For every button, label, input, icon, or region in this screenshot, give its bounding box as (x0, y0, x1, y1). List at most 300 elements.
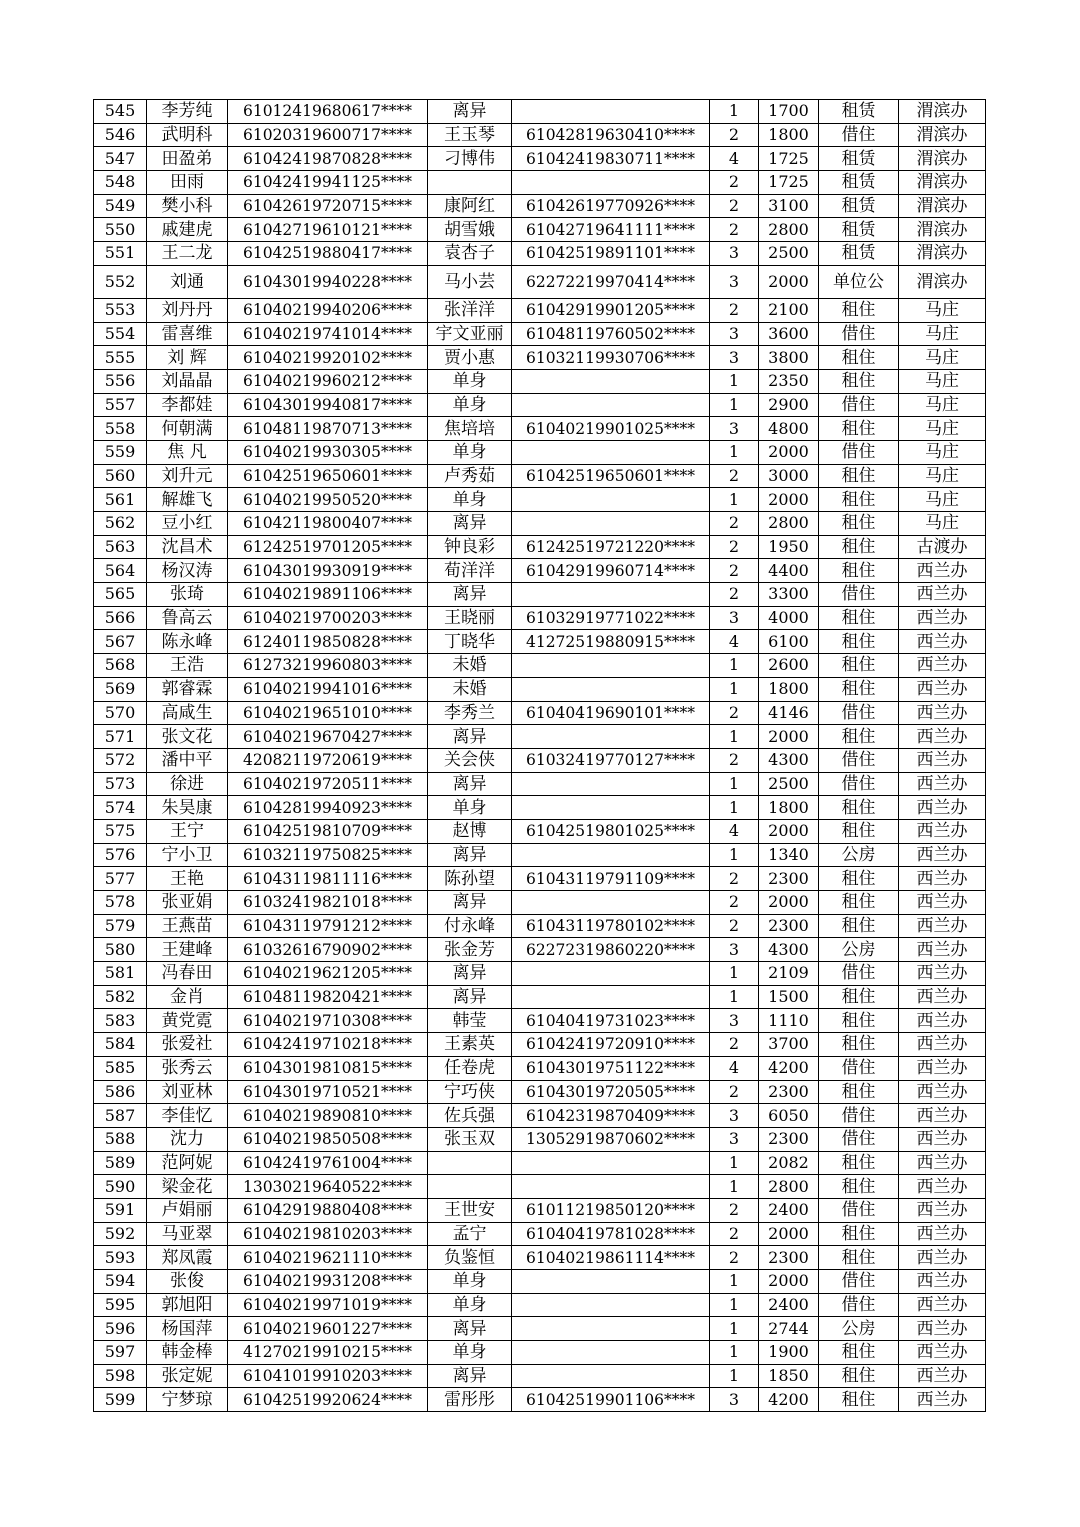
cell-spouse-id: 61042519901106**** (512, 1388, 710, 1412)
table-row (94, 867, 986, 891)
cell-applicant-name: 张秀云 (147, 1056, 228, 1080)
cell-household-size: 2 (710, 867, 759, 891)
cell-household-size: 2 (710, 512, 759, 536)
cell-row-number: 571 (94, 725, 147, 749)
cell-housing-type: 租赁 (819, 171, 899, 195)
cell-housing-type: 租住 (819, 914, 899, 938)
cell-housing-type: 租住 (819, 796, 899, 820)
cell-district: 马庄 (899, 417, 986, 441)
table-row (94, 630, 986, 654)
cell-household-size: 4 (710, 147, 759, 171)
table-row (94, 1270, 986, 1294)
cell-rent-amount: 6100 (759, 630, 819, 654)
cell-applicant-id: 61040219621205**** (228, 962, 428, 986)
cell-rent-amount: 3300 (759, 583, 819, 607)
cell-rent-amount: 2000 (759, 440, 819, 464)
table-row (94, 265, 986, 298)
cell-district: 西兰办 (899, 1222, 986, 1246)
cell-household-size: 2 (710, 171, 759, 195)
cell-row-number: 549 (94, 194, 147, 218)
cell-household-size: 1 (710, 843, 759, 867)
cell-spouse-name: 荀洋洋 (428, 559, 512, 583)
cell-applicant-id: 61012419680617**** (228, 100, 428, 124)
cell-applicant-id: 61040219890810**** (228, 1104, 428, 1128)
cell-household-size: 3 (710, 417, 759, 441)
cell-housing-type: 租住 (819, 488, 899, 512)
cell-housing-type: 租住 (819, 819, 899, 843)
cell-housing-type: 公房 (819, 938, 899, 962)
cell-spouse-id (512, 1270, 710, 1294)
table-row (94, 654, 986, 678)
cell-spouse-id: 61042719641111**** (512, 218, 710, 242)
table-row (94, 1151, 986, 1175)
cell-district: 西兰办 (899, 772, 986, 796)
cell-applicant-id: 61042719610121**** (228, 218, 428, 242)
cell-applicant-id: 61040219601227**** (228, 1317, 428, 1341)
table-row (94, 417, 986, 441)
cell-applicant-id: 61032419821018**** (228, 891, 428, 915)
cell-rent-amount: 3600 (759, 322, 819, 346)
cell-rent-amount: 1900 (759, 1341, 819, 1365)
cell-applicant-name: 李佳忆 (147, 1104, 228, 1128)
cell-applicant-name: 张俊 (147, 1270, 228, 1294)
cell-rent-amount: 2000 (759, 265, 819, 298)
table-row (94, 819, 986, 843)
cell-row-number: 574 (94, 796, 147, 820)
cell-applicant-name: 解雄飞 (147, 488, 228, 512)
cell-district: 西兰办 (899, 938, 986, 962)
cell-district: 西兰办 (899, 1104, 986, 1128)
cell-applicant-id: 61040219931208**** (228, 1270, 428, 1294)
cell-applicant-name: 朱昊康 (147, 796, 228, 820)
cell-rent-amount: 2400 (759, 1293, 819, 1317)
cell-spouse-name: 离异 (428, 725, 512, 749)
cell-spouse-name (428, 1151, 512, 1175)
cell-spouse-id (512, 100, 710, 124)
cell-housing-type: 租住 (819, 1175, 899, 1199)
table-row (94, 796, 986, 820)
cell-applicant-id: 61042819940923**** (228, 796, 428, 820)
cell-rent-amount: 4300 (759, 938, 819, 962)
table-row (94, 171, 986, 195)
cell-row-number: 590 (94, 1175, 147, 1199)
table-row (94, 194, 986, 218)
cell-household-size: 1 (710, 1175, 759, 1199)
cell-district: 马庄 (899, 440, 986, 464)
cell-household-size: 3 (710, 265, 759, 298)
cell-applicant-name: 田盈弟 (147, 147, 228, 171)
cell-district: 渭滨办 (899, 147, 986, 171)
cell-applicant-name: 王浩 (147, 654, 228, 678)
cell-rent-amount: 1800 (759, 123, 819, 147)
cell-district: 西兰办 (899, 914, 986, 938)
cell-row-number: 546 (94, 123, 147, 147)
cell-spouse-id (512, 677, 710, 701)
cell-spouse-name: 单身 (428, 1293, 512, 1317)
cell-applicant-id: 61040219940206**** (228, 298, 428, 322)
cell-district: 马庄 (899, 298, 986, 322)
cell-housing-type: 租住 (819, 985, 899, 1009)
cell-row-number: 553 (94, 298, 147, 322)
table-row (94, 440, 986, 464)
cell-district: 马庄 (899, 346, 986, 370)
cell-household-size: 2 (710, 1246, 759, 1270)
cell-spouse-name (428, 1175, 512, 1199)
cell-housing-type: 租住 (819, 559, 899, 583)
table-row (94, 748, 986, 772)
cell-housing-type: 租住 (819, 1388, 899, 1412)
cell-row-number: 591 (94, 1198, 147, 1222)
cell-applicant-id: 61042519650601**** (228, 464, 428, 488)
cell-row-number: 595 (94, 1293, 147, 1317)
cell-housing-type: 租赁 (819, 242, 899, 266)
cell-rent-amount: 2300 (759, 1246, 819, 1270)
cell-applicant-id: 61273219960803**** (228, 654, 428, 678)
cell-applicant-name: 张琦 (147, 583, 228, 607)
cell-household-size: 4 (710, 819, 759, 843)
table-row (94, 1246, 986, 1270)
cell-applicant-id: 61040219920102**** (228, 346, 428, 370)
cell-spouse-id (512, 393, 710, 417)
cell-household-size: 3 (710, 1388, 759, 1412)
table-row (94, 1033, 986, 1057)
cell-spouse-name: 王世安 (428, 1198, 512, 1222)
cell-applicant-name: 徐进 (147, 772, 228, 796)
cell-spouse-name: 陈孙望 (428, 867, 512, 891)
cell-district: 西兰办 (899, 1151, 986, 1175)
cell-row-number: 551 (94, 242, 147, 266)
cell-row-number: 575 (94, 819, 147, 843)
cell-housing-type: 租住 (819, 1080, 899, 1104)
cell-applicant-id: 61042919880408**** (228, 1198, 428, 1222)
cell-spouse-name: 离异 (428, 772, 512, 796)
cell-applicant-name: 刘升元 (147, 464, 228, 488)
cell-housing-type: 租住 (819, 417, 899, 441)
cell-row-number: 582 (94, 985, 147, 1009)
cell-spouse-id: 61042519650601**** (512, 464, 710, 488)
table-body (94, 100, 986, 1412)
cell-row-number: 558 (94, 417, 147, 441)
cell-rent-amount: 4300 (759, 748, 819, 772)
cell-spouse-name: 未婚 (428, 654, 512, 678)
cell-applicant-name: 豆小红 (147, 512, 228, 536)
cell-district: 西兰办 (899, 725, 986, 749)
cell-spouse-name: 孟宁 (428, 1222, 512, 1246)
table-row (94, 559, 986, 583)
cell-spouse-name: 单身 (428, 369, 512, 393)
cell-applicant-id: 61042419761004**** (228, 1151, 428, 1175)
table-row (94, 369, 986, 393)
cell-district: 西兰办 (899, 559, 986, 583)
cell-district: 西兰办 (899, 867, 986, 891)
cell-household-size: 1 (710, 1364, 759, 1388)
cell-applicant-name: 何朝满 (147, 417, 228, 441)
cell-district: 西兰办 (899, 1175, 986, 1199)
cell-rent-amount: 1850 (759, 1364, 819, 1388)
cell-spouse-name: 离异 (428, 583, 512, 607)
cell-spouse-id (512, 583, 710, 607)
cell-rent-amount: 3000 (759, 464, 819, 488)
cell-district: 渭滨办 (899, 123, 986, 147)
cell-household-size: 2 (710, 535, 759, 559)
cell-row-number: 576 (94, 843, 147, 867)
cell-household-size: 2 (710, 123, 759, 147)
cell-rent-amount: 1800 (759, 677, 819, 701)
cell-housing-type: 租住 (819, 1222, 899, 1246)
cell-district: 西兰办 (899, 962, 986, 986)
cell-rent-amount: 2300 (759, 867, 819, 891)
table-row (94, 962, 986, 986)
cell-household-size: 2 (710, 559, 759, 583)
table-row (94, 891, 986, 915)
cell-household-size: 1 (710, 962, 759, 986)
cell-housing-type: 公房 (819, 1317, 899, 1341)
cell-applicant-name: 杨国萍 (147, 1317, 228, 1341)
cell-applicant-name: 冯春田 (147, 962, 228, 986)
table-row (94, 914, 986, 938)
table-row (94, 1388, 986, 1412)
cell-applicant-id: 61042519810709**** (228, 819, 428, 843)
cell-applicant-id: 41270219910215**** (228, 1341, 428, 1365)
cell-applicant-name: 王二龙 (147, 242, 228, 266)
cell-rent-amount: 1950 (759, 535, 819, 559)
cell-spouse-name: 离异 (428, 985, 512, 1009)
cell-housing-type: 租住 (819, 891, 899, 915)
cell-district: 渭滨办 (899, 171, 986, 195)
cell-household-size: 3 (710, 1127, 759, 1151)
cell-household-size: 2 (710, 298, 759, 322)
cell-row-number: 580 (94, 938, 147, 962)
cell-district: 西兰办 (899, 701, 986, 725)
cell-rent-amount: 3100 (759, 194, 819, 218)
cell-housing-type: 租住 (819, 606, 899, 630)
cell-household-size: 3 (710, 322, 759, 346)
cell-spouse-name: 负鉴恒 (428, 1246, 512, 1270)
cell-household-size: 2 (710, 748, 759, 772)
cell-spouse-id (512, 512, 710, 536)
cell-row-number: 584 (94, 1033, 147, 1057)
cell-district: 西兰办 (899, 891, 986, 915)
cell-district: 西兰办 (899, 630, 986, 654)
cell-spouse-id: 61032119930706**** (512, 346, 710, 370)
cell-housing-type: 租赁 (819, 218, 899, 242)
cell-district: 古渡办 (899, 535, 986, 559)
cell-applicant-name: 沈昌术 (147, 535, 228, 559)
cell-district: 西兰办 (899, 1080, 986, 1104)
cell-applicant-id: 61020319600717**** (228, 123, 428, 147)
cell-household-size: 2 (710, 1080, 759, 1104)
cell-applicant-id: 61040219810203**** (228, 1222, 428, 1246)
cell-spouse-id: 61040419781028**** (512, 1222, 710, 1246)
cell-spouse-name: 付永峰 (428, 914, 512, 938)
cell-spouse-id: 61040419690101**** (512, 701, 710, 725)
cell-rent-amount: 1500 (759, 985, 819, 1009)
cell-housing-type: 借住 (819, 1104, 899, 1128)
cell-spouse-name: 袁杏子 (428, 242, 512, 266)
cell-row-number: 578 (94, 891, 147, 915)
cell-spouse-id (512, 985, 710, 1009)
cell-applicant-id: 61043119811116**** (228, 867, 428, 891)
cell-district: 马庄 (899, 322, 986, 346)
cell-applicant-name: 刘通 (147, 265, 228, 298)
cell-district: 西兰办 (899, 1033, 986, 1057)
cell-spouse-id: 61032419770127**** (512, 748, 710, 772)
cell-applicant-id: 61042519880417**** (228, 242, 428, 266)
cell-rent-amount: 2300 (759, 914, 819, 938)
cell-household-size: 3 (710, 346, 759, 370)
cell-district: 西兰办 (899, 677, 986, 701)
table-row (94, 1222, 986, 1246)
table-row (94, 677, 986, 701)
table-row (94, 346, 986, 370)
table-row (94, 938, 986, 962)
cell-district: 西兰办 (899, 796, 986, 820)
cell-spouse-name: 贾小惠 (428, 346, 512, 370)
cell-housing-type: 借住 (819, 701, 899, 725)
cell-row-number: 593 (94, 1246, 147, 1270)
cell-household-size: 1 (710, 1341, 759, 1365)
cell-applicant-name: 刘晶晶 (147, 369, 228, 393)
cell-rent-amount: 3700 (759, 1033, 819, 1057)
cell-applicant-id: 61042419870828**** (228, 147, 428, 171)
cell-row-number: 556 (94, 369, 147, 393)
cell-row-number: 552 (94, 265, 147, 298)
cell-applicant-id: 61240119850828**** (228, 630, 428, 654)
cell-housing-type: 租住 (819, 535, 899, 559)
cell-applicant-name: 卢娟丽 (147, 1198, 228, 1222)
cell-household-size: 1 (710, 1293, 759, 1317)
cell-district: 西兰办 (899, 1341, 986, 1365)
cell-applicant-name: 梁金花 (147, 1175, 228, 1199)
cell-rent-amount: 2500 (759, 242, 819, 266)
cell-spouse-name: 宁巧侠 (428, 1080, 512, 1104)
cell-spouse-name: 未婚 (428, 677, 512, 701)
cell-district: 马庄 (899, 488, 986, 512)
cell-household-size: 2 (710, 1198, 759, 1222)
cell-district: 西兰办 (899, 843, 986, 867)
cell-spouse-name: 钟良彩 (428, 535, 512, 559)
cell-spouse-name: 雷彤彤 (428, 1388, 512, 1412)
cell-spouse-id: 61042319870409**** (512, 1104, 710, 1128)
cell-spouse-id: 61043119780102**** (512, 914, 710, 938)
cell-row-number: 589 (94, 1151, 147, 1175)
table-row (94, 583, 986, 607)
cell-housing-type: 租住 (819, 1246, 899, 1270)
cell-spouse-name: 离异 (428, 1364, 512, 1388)
cell-row-number: 572 (94, 748, 147, 772)
cell-household-size: 1 (710, 393, 759, 417)
cell-rent-amount: 4200 (759, 1056, 819, 1080)
cell-district: 西兰办 (899, 1009, 986, 1033)
table-row (94, 218, 986, 242)
table-row (94, 464, 986, 488)
cell-spouse-id: 41272519880915**** (512, 630, 710, 654)
cell-spouse-id (512, 962, 710, 986)
table-row (94, 488, 986, 512)
cell-spouse-name: 胡雪娥 (428, 218, 512, 242)
table-row (94, 242, 986, 266)
cell-spouse-name (428, 171, 512, 195)
cell-housing-type: 租住 (819, 1033, 899, 1057)
table-row (94, 843, 986, 867)
cell-applicant-name: 武明科 (147, 123, 228, 147)
cell-spouse-id (512, 171, 710, 195)
cell-applicant-id: 61032119750825**** (228, 843, 428, 867)
cell-row-number: 567 (94, 630, 147, 654)
cell-applicant-name: 郭旭阳 (147, 1293, 228, 1317)
cell-housing-type: 租住 (819, 677, 899, 701)
cell-housing-type: 借住 (819, 123, 899, 147)
cell-rent-amount: 1725 (759, 147, 819, 171)
cell-applicant-id: 61042419941125**** (228, 171, 428, 195)
cell-spouse-id: 62272319860220**** (512, 938, 710, 962)
cell-spouse-name: 刁博伟 (428, 147, 512, 171)
cell-rent-amount: 2600 (759, 654, 819, 678)
cell-housing-type: 租住 (819, 1151, 899, 1175)
cell-district: 西兰办 (899, 1388, 986, 1412)
cell-row-number: 562 (94, 512, 147, 536)
cell-spouse-id (512, 369, 710, 393)
cell-applicant-id: 61043019940817**** (228, 393, 428, 417)
table-row (94, 393, 986, 417)
cell-applicant-name: 郑凤霞 (147, 1246, 228, 1270)
cell-spouse-id (512, 1317, 710, 1341)
cell-row-number: 569 (94, 677, 147, 701)
cell-applicant-name: 范阿妮 (147, 1151, 228, 1175)
cell-applicant-name: 高咸生 (147, 701, 228, 725)
table-row (94, 123, 986, 147)
cell-rent-amount: 2400 (759, 1198, 819, 1222)
cell-applicant-id: 61040219710308**** (228, 1009, 428, 1033)
cell-spouse-id: 61042519891101**** (512, 242, 710, 266)
table-row (94, 100, 986, 124)
cell-spouse-id (512, 1364, 710, 1388)
cell-housing-type: 租住 (819, 725, 899, 749)
cell-household-size: 1 (710, 488, 759, 512)
cell-applicant-id: 61040219741014**** (228, 322, 428, 346)
cell-housing-type: 借住 (819, 1127, 899, 1151)
cell-spouse-id: 61042619770926**** (512, 194, 710, 218)
cell-applicant-name: 鲁高云 (147, 606, 228, 630)
cell-spouse-name: 李秀兰 (428, 701, 512, 725)
cell-housing-type: 租住 (819, 464, 899, 488)
cell-household-size: 1 (710, 796, 759, 820)
cell-applicant-name: 刘 辉 (147, 346, 228, 370)
cell-spouse-name: 离异 (428, 1317, 512, 1341)
table-row (94, 1009, 986, 1033)
table-row (94, 725, 986, 749)
table-row (94, 772, 986, 796)
cell-spouse-name: 宇文亚丽 (428, 322, 512, 346)
cell-applicant-name: 宁小卫 (147, 843, 228, 867)
cell-district: 马庄 (899, 512, 986, 536)
table-row (94, 1317, 986, 1341)
cell-applicant-id: 42082119720619**** (228, 748, 428, 772)
cell-rent-amount: 4400 (759, 559, 819, 583)
cell-housing-type: 借住 (819, 440, 899, 464)
cell-district: 马庄 (899, 464, 986, 488)
cell-applicant-id: 61048119870713**** (228, 417, 428, 441)
cell-row-number: 561 (94, 488, 147, 512)
cell-applicant-name: 王艳 (147, 867, 228, 891)
cell-rent-amount: 2500 (759, 772, 819, 796)
cell-household-size: 3 (710, 938, 759, 962)
cell-district: 西兰办 (899, 583, 986, 607)
cell-rent-amount: 6050 (759, 1104, 819, 1128)
cell-household-size: 2 (710, 1222, 759, 1246)
cell-spouse-id (512, 725, 710, 749)
cell-applicant-name: 刘丹丹 (147, 298, 228, 322)
